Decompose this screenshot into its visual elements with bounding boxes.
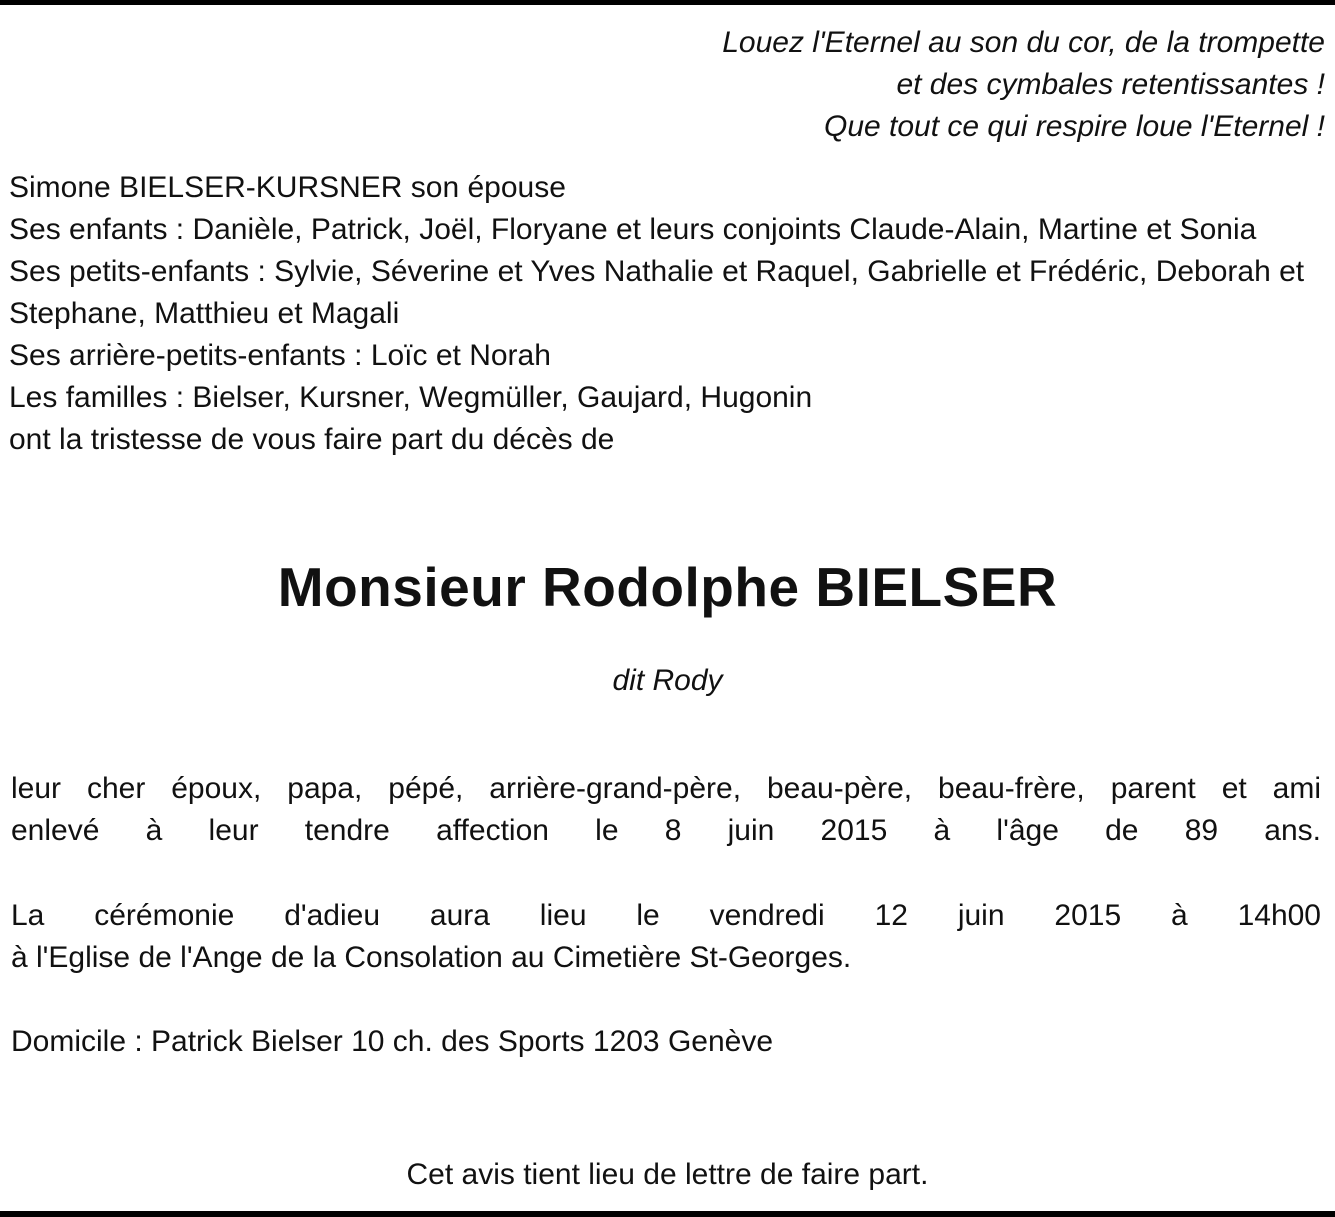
ceremony-paragraph	[11, 895, 1321, 979]
deceased-name: Monsieur Rodolphe BIELSER	[277, 556, 1058, 618]
grandchildren-line: Ses petits-enfants : Sylvie, Séverine et Yves Nathalie et Raquel, Gabrielle et Frédéric, Deborah et Stephane, Matthieu et Magali	[9, 255, 1305, 330]
verse-line-2: et des cymbales retentissantes !	[896, 68, 1325, 101]
verse-line-3: Que tout ce qui respire loue l'Eternel !	[823, 110, 1325, 143]
deceased-nickname: dit Rody	[612, 664, 723, 697]
relation-paragraph	[11, 768, 1321, 852]
relation-line-1: leur cher époux, papa, pépé, arrière-grand-père, beau-père, beau-frère, parent et ami	[11, 772, 1321, 805]
bottom-border-rule	[0, 1211, 1335, 1217]
family-list	[9, 167, 1319, 461]
children-line: Ses enfants : Danièle, Patrick, Joël, Floryane et leurs conjoints Claude-Alain, Martine et Sonia	[9, 213, 1257, 246]
spouse-line: Simone BIELSER-KURSNER son épouse	[9, 171, 566, 204]
ceremony-line-2: à l'Eglise de l'Ange de la Consolation au Cimetière St-Georges.	[11, 941, 852, 974]
families-line: Les familles : Bielser, Kursner, Wegmüller, Gaujard, Hugonin	[9, 381, 813, 414]
domicile-paragraph	[11, 1021, 1321, 1063]
relation-line-2: enlevé à leur tendre affection le 8 juin 2015 à l'âge de 89 ans.	[11, 814, 1321, 847]
footer-note: Cet avis tient lieu de lettre de faire part.	[406, 1158, 929, 1191]
top-border-rule	[0, 0, 1335, 5]
verse-line-1: Louez l'Eternel au son du cor, de la trompette	[722, 26, 1325, 59]
domicile-line: Domicile : Patrick Bielser 10 ch. des Sports 1203 Genève	[11, 1025, 774, 1058]
bible-verse	[425, 22, 1325, 148]
great-grandchildren-line: Ses arrière-petits-enfants : Loïc et Norah	[9, 339, 551, 372]
ceremony-line-1: La cérémonie d'adieu aura lieu le vendredi 12 juin 2015 à 14h00	[11, 899, 1321, 932]
announcement-line: ont la tristesse de vous faire part du décès de	[9, 423, 615, 456]
